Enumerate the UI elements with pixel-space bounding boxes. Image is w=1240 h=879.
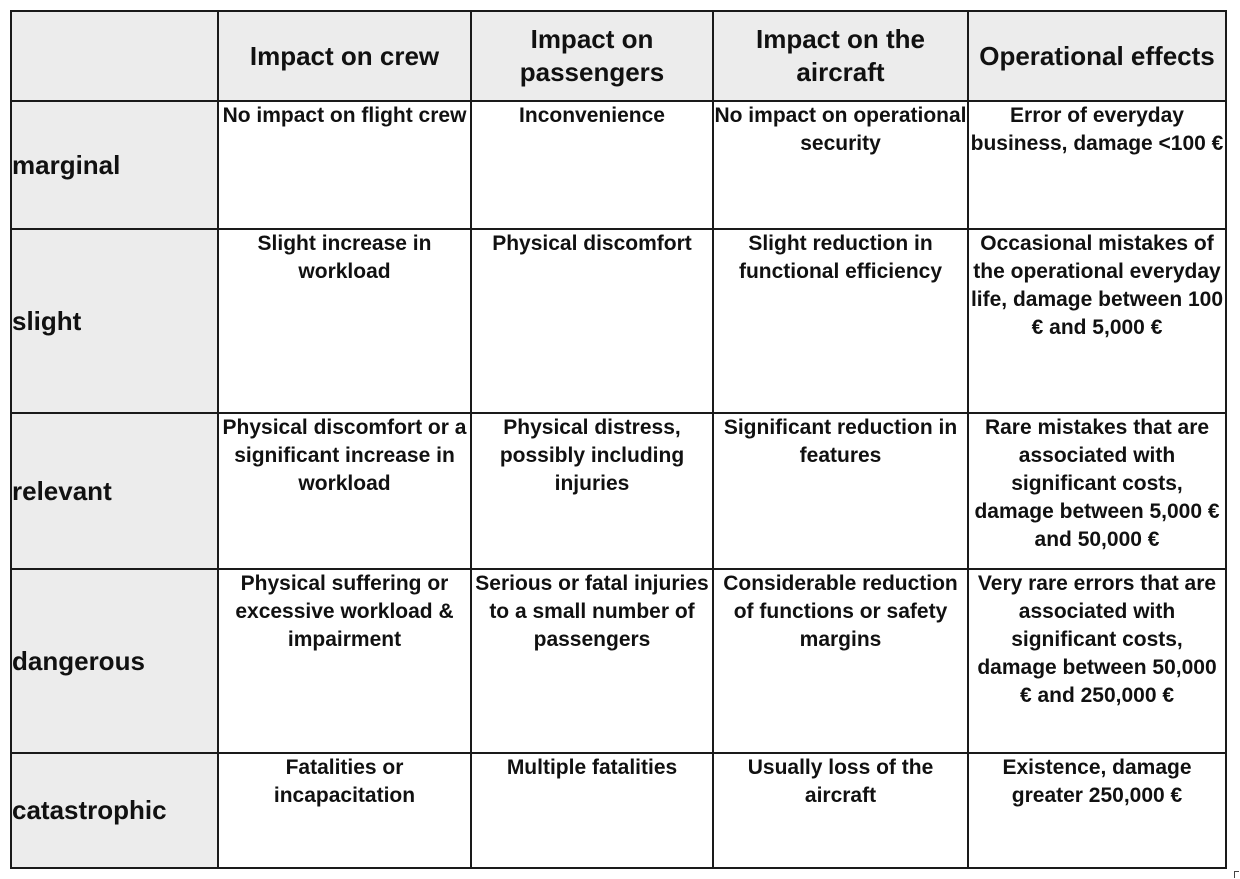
table-row-marginal [11,101,1226,229]
corner-crop-mark [1234,871,1239,878]
cell-slight-passengers: Physical discomfort [471,229,713,413]
cell-relevant-operational: Rare mistakes that are associated with significant costs, damage between 5,000 € and 50,000 € [968,413,1226,569]
cell-relevant-crew: Physical discomfort or a significant increase in workload [218,413,471,569]
severity-classification-table [10,10,1227,869]
cell-slight-operational: Occasional mistakes of the operational everyday life, damage between 100 € and 5,000 € [968,229,1226,413]
cell-marginal-aircraft: No impact on operational security [713,101,968,229]
column-header-impact-on-crew: Impact on crew [218,11,471,101]
header-row [11,11,1226,101]
cell-dangerous-aircraft: Considerable reduction of functions or safety margins [713,569,968,753]
cell-catastrophic-aircraft: Usually loss of the aircraft [713,753,968,868]
column-header-impact-on-passengers: Impact on passengers [471,11,713,101]
table-row-slight [11,229,1226,413]
cell-dangerous-operational: Very rare errors that are associated with significant costs, damage between 50,000 € and 250,000 € [968,569,1226,753]
cell-slight-crew: Slight increase in workload [218,229,471,413]
corner-cell [11,11,218,101]
cell-catastrophic-passengers: Multiple fatalities [471,753,713,868]
cell-catastrophic-crew: Fatalities or incapacitation [218,753,471,868]
table-row-dangerous [11,569,1226,753]
cell-marginal-operational: Error of everyday business, damage <100 € [968,101,1226,229]
cell-slight-aircraft: Slight reduction in functional efficiency [713,229,968,413]
cell-dangerous-passengers: Serious or fatal injuries to a small number of passengers [471,569,713,753]
row-header-slight: slight [11,229,218,413]
table-row-relevant [11,413,1226,569]
cell-catastrophic-operational: Existence, damage greater 250,000 € [968,753,1226,868]
row-header-marginal: marginal [11,101,218,229]
row-header-dangerous: dangerous [11,569,218,753]
cell-dangerous-crew: Physical suffering or excessive workload & impairment [218,569,471,753]
row-header-catastrophic: catastrophic [11,753,218,868]
cell-relevant-aircraft: Significant reduction in features [713,413,968,569]
table-row-catastrophic [11,753,1226,868]
cell-relevant-passengers: Physical distress, possibly including injuries [471,413,713,569]
column-header-operational-effects: Operational effects [968,11,1226,101]
cell-marginal-passengers: Inconvenience [471,101,713,229]
row-header-relevant: relevant [11,413,218,569]
cell-marginal-crew: No impact on flight crew [218,101,471,229]
column-header-impact-on-aircraft: Impact on the aircraft [713,11,968,101]
